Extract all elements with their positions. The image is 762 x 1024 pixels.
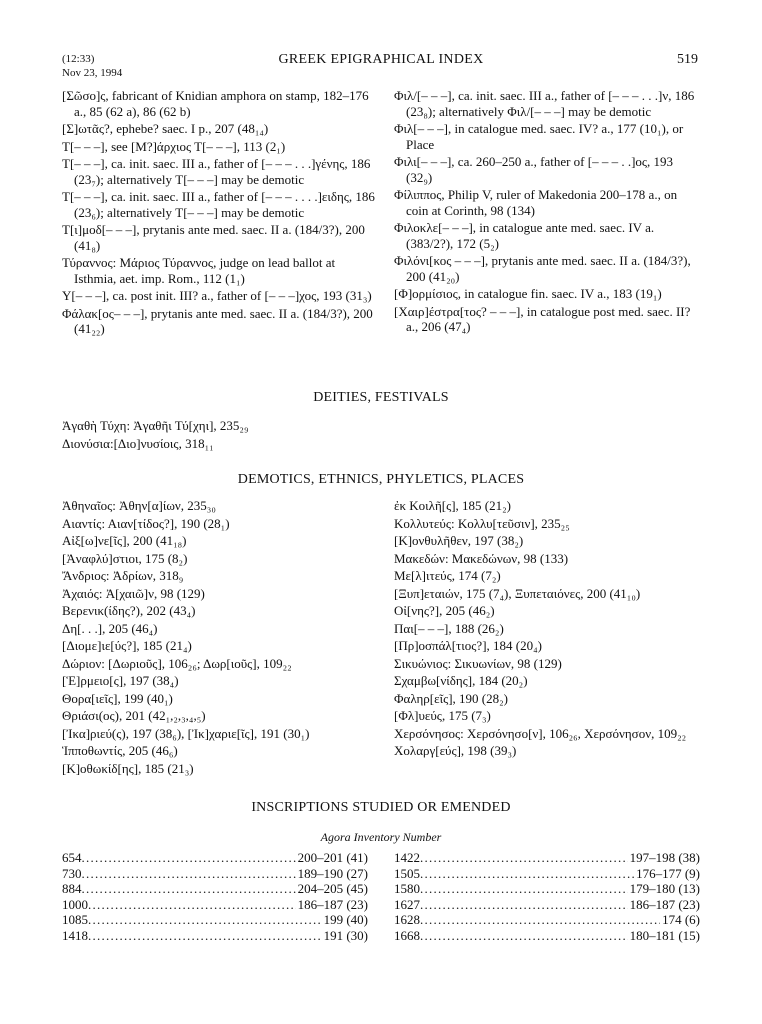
page-reference: 199 (40): [323, 912, 368, 927]
index-entry: [Ξυπ]εταιών, 175 (7₄), Ξυπεταιόνες, 200 (41₁₀): [394, 585, 641, 601]
running-title: GREEK EPIGRAPHICAL INDEX: [278, 52, 484, 67]
index-entry: Φίλιππος, Philip V, ruler of Makedonia 200–178 a., on coin at Corinth, 98 (134): [394, 187, 678, 218]
index-entry: Θριάσι(ος), 201 (42₁,₂,₃,₄,₅): [62, 708, 206, 723]
inscription-row: [62, 897, 368, 913]
inscription-row: [394, 912, 700, 928]
index-entry: Φαληρ[εῖς], 190 (28₂): [394, 690, 508, 706]
index-entry: [Κ]ονθυλῆθεν, 197 (38₂): [394, 533, 524, 548]
inscription-row: [394, 866, 700, 882]
index-entry: Φιλ/[– – –], ca. init. saec. III a., father of [– – – . . .]ν, 186 (23₈); alternatively Φιλ/[– – –] may be demotic: [394, 88, 695, 119]
index-entry: Ἄνδριος: Ἀδρίων, 318₉: [62, 568, 184, 583]
index-entry: Φιλι[– – –], ca. 260–250 a., father of [– – – . .]ος, 193 (32₉): [394, 154, 674, 185]
index-entry: Τ[– – –], ca. init. saec. III a., father of [– – – . . . .]ειδης, 186 (23₆); alternatively Τ[– – –] may be demotic: [62, 189, 375, 220]
page-number: 519: [677, 52, 698, 67]
index-entry: Οἰ[νης?], 205 (46₂): [394, 603, 495, 618]
index-entry: [Ἀναφλύ]στιοι, 175 (8₂): [62, 550, 188, 566]
page-reference: 174 (6): [662, 912, 700, 927]
index-entry: Δώριον: [Δωριοῦς], 106₂₆; Δωρ[ιοῦς], 109₂₂: [62, 655, 292, 671]
demotics-column-left: [62, 498, 380, 778]
index-entry: Μακεδών: Μακεδώνων, 98 (133): [394, 550, 569, 566]
index-entry: Σικυώνιος: Σικυωνίων, 98 (129): [394, 655, 562, 671]
inscription-row: [62, 928, 368, 944]
header-time: (12:33): [62, 53, 95, 65]
section-heading-inscriptions: INSCRIPTIONS STUDIED OR EMENDED: [251, 800, 511, 815]
inventory-number: 1627: [394, 896, 420, 912]
index-entry: Φιλοκλε[– – –], in catalogue ante med. saec. IV a. (383/2?), 172 (5₂): [394, 220, 655, 251]
section-heading-deities: DEITIES, FESTIVALS: [313, 390, 449, 405]
inscription-row: [394, 881, 700, 897]
index-entry: [Πρ]οσπάλ[τιος?], 184 (20₄): [394, 638, 542, 653]
index-entry: Ἀθηναῖος: Ἀθην[α]ίων, 235₃₀: [62, 498, 216, 513]
inscription-row: [62, 850, 368, 866]
index-entry: Δη[. . .], 205 (46₄): [62, 620, 158, 636]
page-reference: 197–198 (38): [629, 850, 700, 865]
index-entry: [Ἑ]ρμειο[ς], 197 (38₄): [62, 673, 179, 688]
inscription-row: [394, 928, 700, 944]
inventory-number: 654: [62, 850, 82, 865]
inventory-number: 1418: [62, 927, 88, 943]
index-entry: Θορα[ιεῖς], 199 (40₁): [62, 690, 173, 706]
index-entry: Αἰξ[ω]νε[ῖς], 200 (41₁₈): [62, 533, 187, 548]
demotics-column-right: [394, 498, 700, 761]
index-entry: Χερσόνησος: Χερσόνησο[ν], 106₂₆, Χερσόνησον, 109₂₂: [394, 725, 687, 741]
inscription-row: [394, 850, 700, 866]
index-entry: Ἱπποθωντίς, 205 (46₆): [62, 743, 178, 758]
index-entry: Διονύσια:[Διο]νυσίοις, 318₁₁: [62, 435, 214, 451]
inscription-row: [394, 897, 700, 913]
inventory-number: 1628: [394, 912, 420, 927]
inventory-number: 730: [62, 865, 82, 881]
page-reference: 179–180 (13): [629, 881, 700, 896]
page-reference: 191 (30): [323, 927, 368, 943]
index-entry: Με[λ]ιτεύς, 174 (7₂): [394, 568, 501, 583]
names-column-right: [394, 88, 700, 337]
subheading-agora-inventory: Agora Inventory Number: [320, 830, 442, 844]
index-entry: [Κ]οθωκίδ[ης], 185 (21₃): [62, 760, 194, 776]
inventory-number: 1000: [62, 896, 88, 912]
index-entry: Βερενικ(ίδης?), 202 (43₄): [62, 603, 196, 618]
index-entry: Υ[– – –], ca. post init. III? a., father of [– – –]χος, 193 (31₃): [62, 288, 372, 303]
page-reference: 176–177 (9): [636, 865, 700, 881]
inventory-number: 1580: [394, 881, 420, 896]
index-entry: Τύραννος: Μάριος Τύραννος, judge on lead ballot at Isthmia, aet. imp. Rom., 112 (1₁): [62, 255, 336, 286]
section-heading-demotics: DEMOTICS, ETHNICS, PHYLETICS, PLACES: [237, 472, 525, 487]
inventory-number: 1422: [394, 850, 420, 865]
index-entry: [Χαιρ]έστρα[τος? – – –], in catalogue post med. saec. II? a., 206 (47₄): [394, 303, 691, 334]
index-entry: [Φλ]υεύς, 175 (7₃): [394, 708, 491, 723]
index-entry: Ἀχαιός: Ἀ[χαιῶ]ν, 98 (129): [62, 585, 205, 601]
index-entry: [Φ]ορμίσιος, in catalogue fin. saec. IV a., 183 (19₁): [394, 286, 662, 301]
page-reference: 189–190 (27): [297, 865, 368, 881]
index-entry: [Διομε]ιε[ύς?], 185 (21₄): [62, 638, 192, 653]
header-date: Nov 23, 1994: [62, 67, 123, 79]
index-entry: Φιλ[– – –], in catalogue med. saec. IV? a., 177 (10₁), or Place: [394, 121, 684, 152]
index-entry: Κολλυτεύς: Κολλυ[τεῦσιν], 235₂₅: [394, 515, 570, 531]
inventory-number: 1085: [62, 912, 88, 927]
inscriptions-column-right: [394, 850, 700, 943]
inventory-number: 1668: [394, 927, 420, 943]
index-entry: ἐκ Κοιλῆ[ς], 185 (21₂): [394, 498, 511, 513]
index-entry: Παι[– – –], 188 (26₂): [394, 620, 504, 636]
index-entry: Τ[– – –], see [Μ?]άρχιος Τ[– – –], 113 (2₁): [62, 138, 286, 154]
index-entry: Φάλακ[ος– – –], prytanis ante med. saec. II a. (184/3?), 200 (41₂₂): [62, 305, 373, 336]
index-entry: [Σῶσο]ς, fabricant of Knidian amphora on stamp, 182–176 a., 85 (62 a), 86 (62 b): [62, 88, 369, 119]
page-reference: 186–187 (23): [629, 896, 700, 912]
inscription-row: [62, 866, 368, 882]
page-reference: 180–181 (15): [629, 927, 700, 943]
index-entry: [Ἰκα]ριεύ(ς), 197 (38₆), [Ἰκ]χαριε[ῖς], 191 (30₁): [62, 725, 310, 741]
inventory-number: 1505: [394, 865, 420, 881]
page-reference: 186–187 (23): [297, 896, 368, 912]
index-entry: Φιλόνι[κος – – –], prytanis ante med. saec. II a. (184/3?), 200 (41₂₀): [394, 253, 691, 284]
index-entry: Τ[ι]μοδ[– – –], prytanis ante med. saec. II a. (184/3?), 200 (41₈): [62, 222, 365, 253]
index-entry: Χολαργ[εύς], 198 (39₃): [394, 743, 517, 758]
names-column-left: [62, 88, 380, 339]
inscription-row: [62, 912, 368, 928]
index-entry: [Σ]ωτᾶς?, ephebe? saec. I p., 207 (48₁₄): [62, 121, 269, 136]
deities-list: [62, 418, 702, 453]
index-entry: Σχαμβω[νίδης], 184 (20₂): [394, 673, 528, 688]
inscription-row: [62, 881, 368, 897]
page-reference: 204–205 (45): [297, 881, 368, 896]
page-reference: 200–201 (41): [297, 850, 368, 865]
index-entry: Ἀγαθὴ Τύχη: Ἀγαθῆι Τύ[χηι], 235₂₉: [62, 418, 249, 433]
index-entry: Αιαντίς: Αιαν[τίδος?], 190 (28₁): [62, 515, 230, 531]
index-entry: Τ[– – –], ca. init. saec. III a., father of [– – – . . .]γένης, 186 (23₇); alternatively Τ[– – –] may be demotic: [62, 156, 371, 187]
inscriptions-column-left: [62, 850, 368, 943]
inventory-number: 884: [62, 881, 82, 896]
